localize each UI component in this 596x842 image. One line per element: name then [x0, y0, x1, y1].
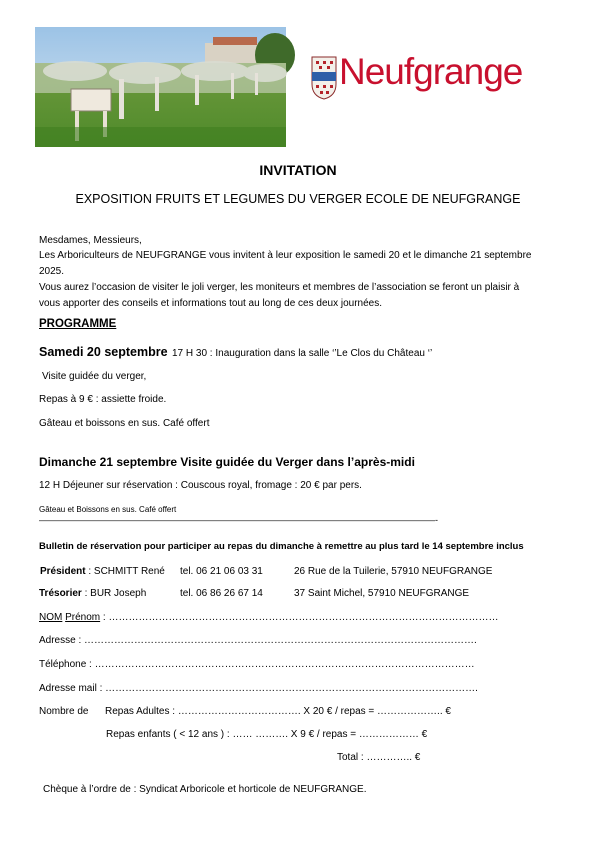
dimanche-heading: Dimanche 21 septembre Visite guidée du Verger dans l’après-midi [39, 455, 415, 469]
president-line [40, 566, 165, 577]
samedi-item: Visite guidée du verger, [42, 371, 147, 382]
samedi-label: Samedi 20 septembre [39, 345, 168, 359]
page-subtitle: EXPOSITION FRUITS ET LEGUMES DU VERGER ECOLE DE NEUFGRANGE [75, 192, 521, 206]
logo-text: Neufgrange [339, 51, 523, 92]
prenom-label: Prénom [65, 612, 101, 623]
telephone-field[interactable]: Téléphone : …………………………………………………………………………………………………… [39, 659, 475, 670]
intro-line: Vous aurez l’occasion de visiter le joli verger, les moniteurs et membres de l’association se feront un plaisir à [39, 282, 520, 293]
nombre-de-label: Nombre de [39, 706, 89, 717]
tresorier-tel: tel. 06 86 26 67 14 [180, 588, 263, 599]
nom-label: NOM [39, 612, 63, 623]
salutation: Mesdames, Messieurs, [39, 235, 142, 246]
samedi-line [39, 343, 432, 361]
president-tel: tel. 06 21 06 03 31 [180, 566, 263, 577]
president-address: 26 Rue de la Tuilerie, 57910 NEUFGRANGE [294, 566, 493, 577]
president-label: Président [40, 566, 86, 577]
bulletin-heading: Bulletin de réservation pour participer au repas du dimanche à remettre au plus tard le 14 septembre inclus [39, 541, 524, 552]
adresse-field[interactable]: Adresse : ………………………………………………………………………………………………………. [39, 635, 477, 646]
president-name: : SCHMITT René [88, 566, 165, 577]
tresorier-label: Trésorier [39, 588, 82, 599]
repas-adultes-field[interactable]: Repas Adultes : ………………………………. X 20 € / repas = ……………….. € [105, 706, 451, 717]
total-field[interactable]: Total : ………….. € [337, 752, 421, 763]
samedi-item: Repas à 9 € : assiette froide. [39, 394, 167, 405]
tresorier-name: : BUR Joseph [84, 588, 147, 599]
dimanche-item: Gâteau et Boissons en sus. Café offert [39, 505, 177, 514]
repas-enfants-field[interactable]: Repas enfants ( < 12 ans ) : …… ………. X 9 € / repas = ……………… € [106, 729, 428, 740]
adresse-mail-field[interactable]: Adresse mail : …………………………………………………………………………………………………. [39, 683, 478, 694]
samedi-text: 17 H 30 : Inauguration dans la salle ‘’Le Clos du Château ‘’ [172, 348, 433, 359]
coat-of-arms-icon [311, 56, 337, 100]
tresorier-line [39, 588, 146, 599]
nom-field[interactable] [39, 612, 499, 623]
nom-dots: : ……………………………………………………………………………………………………… [100, 612, 499, 623]
intro-line: 2025. [39, 266, 65, 277]
programme-heading: PROGRAMME [39, 318, 117, 330]
samedi-item: Gâteau et boissons en sus. Café offert [39, 418, 210, 429]
separator-line: ————————————————————————————————————————————- [39, 515, 438, 525]
orchard-photo [35, 27, 286, 147]
page-title: INVITATION [259, 162, 337, 178]
tresorier-address: 37 Saint Michel, 57910 NEUFGRANGE [294, 588, 470, 599]
cheque-note: Chèque à l’ordre de : Syndicat Arboricole et horticole de NEUFGRANGE. [43, 784, 367, 795]
intro-line: vous apporter des conseils et informations tout au long de ces deux journées. [39, 298, 382, 309]
dimanche-item: 12 H Déjeuner sur réservation : Couscous royal, fromage : 20 € par pers. [39, 480, 362, 491]
intro-line: Les Arboriculteurs de NEUFGRANGE vous invitent à leur exposition le samedi 20 et le dimanche 21 septembre [39, 250, 532, 261]
